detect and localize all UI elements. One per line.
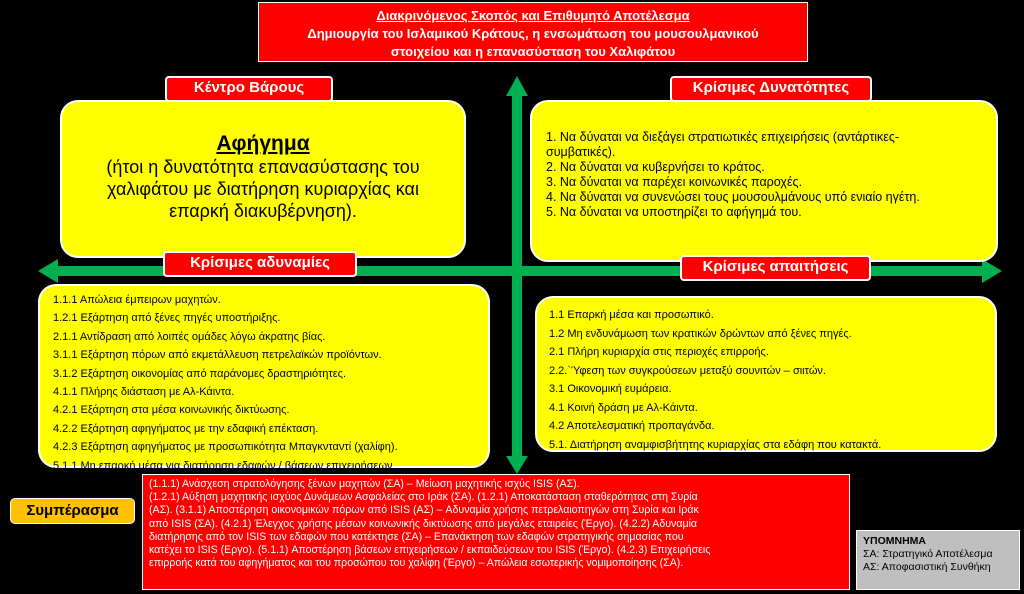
conclusion-line: (1.1.1) Ανάσχεση στρατολόγησης ξένων μαχητών (ΣΑ) – Μείωση μαχητικής ισχύς ISIS (ΑΣ). <box>149 478 580 490</box>
weakness-line: 4.2.2 Εξάρτηση αφηγήματος με την εδαφική επέκταση. <box>53 422 319 435</box>
requirement-line: 5.1. Διατήρηση αναμφισβήτητης κυριαρχίας στα εδάφη που κατακτά. <box>549 438 882 451</box>
requirement-line: 1.2 Μη ενδυνάμωση των κρατικών δρώντων από ξένες πηγές. <box>549 327 852 340</box>
conclusion-line: από ISIS (ΣΑ). (4.2.1) Έλεγχος χρήσης μέσων κοινωνικής δικτύωσης από μεγάλες εταιρείες (Έργο). (4.2.2) Αδυναμία <box>149 517 698 530</box>
requirement-line: 3.1 Οικονομική ευμάρεια. <box>549 383 672 395</box>
requirement-line: 4.1 Κοινή δράση με Αλ-Κάιντα. <box>549 401 698 414</box>
weakness-line: 1.1.1 Απώλεια έμπειρων μαχητών. <box>53 294 221 306</box>
conclusion-line: διατήρησης από τον ISIS των εδαφών που κατέκτησε (ΣΑ) – Επανάκτηση των εδαφών στρατηγικής σημασίας που <box>149 530 684 543</box>
capability-line: 3. Να δύναται να παρέχει κοινωνικές παροχές. <box>546 175 803 189</box>
center-of-gravity-box <box>60 100 466 258</box>
vertical-axis-arrow-down <box>506 456 528 474</box>
legend-box <box>856 530 1020 590</box>
requirements-box <box>535 296 997 452</box>
conclusion-box <box>142 474 850 590</box>
capability-line: 4. Να δύναται να συνενώσει τους μουσουλμάνους υπό ενιαίο ηγέτη. <box>546 190 920 204</box>
center-of-gravity-line: επαρκή διακυβέρνηση). <box>169 201 357 221</box>
vertical-axis-arrow-up <box>506 76 528 96</box>
legend-entry: ΣΑ: Στρατηγικό Αποτέλεσμα <box>863 548 993 560</box>
objective-line: Δημιουργία του Ισλαμικού Κράτους, η ενσωμάτωση του μουσουλμανικού <box>307 26 759 41</box>
requirements-label: Κρίσιμες απαιτήσεις <box>680 255 871 281</box>
capability-line: 2. Να δύναται να κυβερνήσει το κράτος. <box>546 160 765 174</box>
center-of-gravity-label: Κέντρο Βάρους <box>165 76 333 102</box>
weakness-line: 4.1.1 Πλήρης διάσταση με Αλ-Κάιντα. <box>53 386 235 399</box>
horizontal-axis-arrow-right <box>982 259 1002 283</box>
conclusion-line: επιρροής κατά του αφηγήματος και του προσώπου του χαλίφη (Έργο) – Απώλεια εσωτερικής νομιμοποίησης (ΣΑ). <box>149 557 684 570</box>
requirement-line: 2.2.`Ύφεση των συγκρούσεων μεταξύ σουνιτών – σιιτών. <box>549 364 826 377</box>
conclusion-line: (1.2.1) Αύξηση μαχητικής ισχύος Δυνάμεων Ασφαλείας στο Ιράκ (ΣΑ). (1.2.1) Αποκατάσταση σταθερότητας στη Συρία <box>149 491 698 504</box>
legend-title: ΥΠΟΜΝΗΜΑ <box>863 535 926 547</box>
weakness-line: 5.1.1 Μη επαρκή μέσα για διατήρηση εδαφών / βάσεων επιχειρήσεων. <box>53 459 396 472</box>
capability-line: 5. Να δύναται να υποστηρίζει το αφήγημά του. <box>546 205 802 219</box>
weakness-line: 3.1.2 Εξάρτηση οικονομίας από παράνομες δραστηριότητες. <box>53 367 347 380</box>
center-of-gravity-title: Αφήγημα <box>216 132 310 155</box>
weakness-line: 2.1.1 Αντίδραση από λοιπές ομάδες λόγω άκρατης βίας. <box>53 330 326 343</box>
requirement-line: 1.1 Επαρκή μέσα και προσωπικό. <box>549 309 714 321</box>
weakness-line: 1.2.1 Εξάρτηση από ξένες πηγές υποστήριξης. <box>53 312 281 325</box>
weakness-line: 3.1.1 Εξάρτηση πόρων από εκμετάλλευση πετρελαϊκών προϊόντων. <box>53 349 382 362</box>
horizontal-axis-arrow-left <box>38 259 58 283</box>
weakness-line: 4.2.1 Εξάρτηση στα μέσα κοινωνικής δικτύωσης. <box>53 404 290 417</box>
conclusion-line: (ΑΣ). (3.1.1) Αποστέρηση οικονομικών πόρων από ISIS (ΑΣ) – Αδυναμία χρήσης πετρελαιοπηγών στη Συρία και Ιράκ <box>149 504 699 517</box>
requirement-line: 2.1 Πλήρη κυριαρχία στις περιοχές επιρροής. <box>549 346 769 358</box>
capabilities-label: Κρίσιμες Δυνατότητες <box>670 76 872 102</box>
weakness-line: 4.2.3 Εξάρτηση αφηγήματος με προσωπικότητα Μπαγκνταντί (χαλίφη). <box>53 441 398 454</box>
legend-entry: ΑΣ: Αποφασιστική Συνθήκη <box>863 561 991 573</box>
weaknesses-label: Κρίσιμες αδυναμίες <box>163 251 357 277</box>
objective-line: στοιχείου και η επανασύσταση του Χαλιφάτου <box>390 44 676 59</box>
capabilities-box <box>530 100 998 262</box>
center-of-gravity-line: χαλιφάτου με διατήρηση κυριαρχίας και <box>107 179 419 199</box>
requirement-line: 4.2 Αποτελεσματική προπαγάνδα. <box>549 420 715 432</box>
objective-heading: Διακρινόμενος Σκοπός και Επιθυμητό Αποτέλεσμα <box>376 8 690 23</box>
conclusion-line: κατέχει το ISIS (Εργο). (5.1.1) Αποστέρηση βάσεων επιχειρήσεων / εκπαιδεύσεων του ISIS (Έργο). (4.2.3) Επιχειρήσεις <box>149 544 711 557</box>
center-of-gravity-line: (ήτοι η δυνατότητα επανασύστασης του <box>106 157 420 177</box>
capability-line: συμβατικές). <box>546 145 616 159</box>
capability-line: 1. Να δύναται να διεξάγει στρατιωτικές επιχειρήσεις (αντάρτικες- <box>546 130 900 144</box>
weaknesses-box <box>38 284 490 472</box>
objective-box <box>258 2 808 62</box>
conclusion-label: Συμπέρασμα <box>10 498 135 524</box>
